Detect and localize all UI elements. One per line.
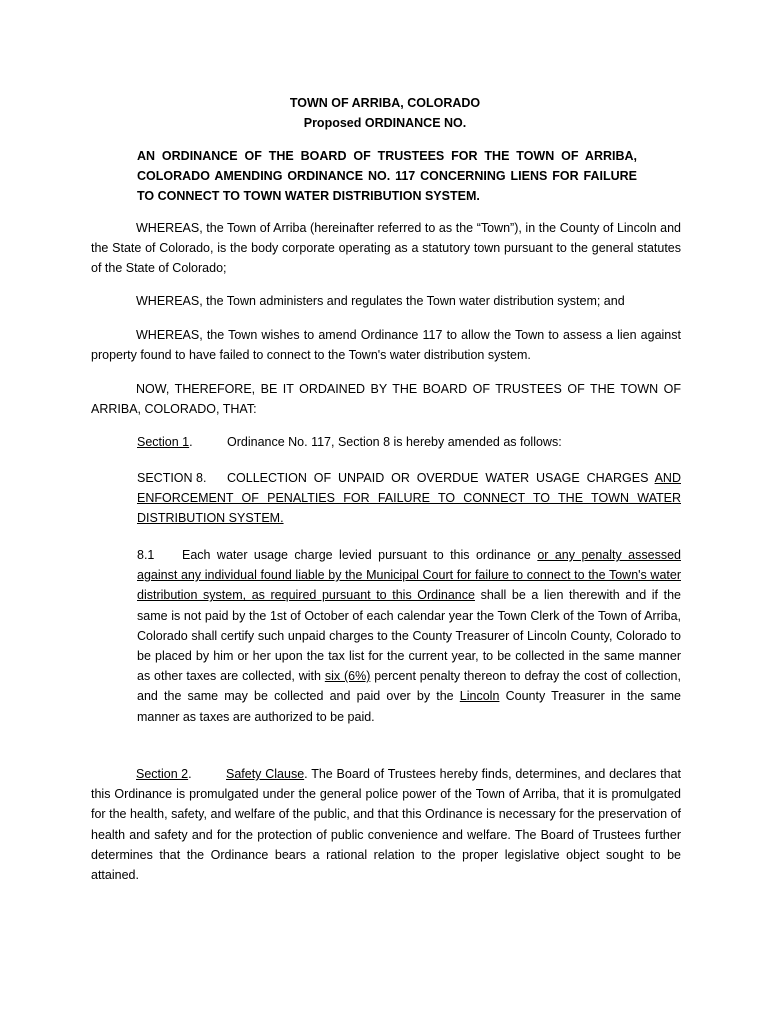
para-8-1-text-d: County Treasurer in the same manner as taxes are authorized to be paid. [137, 689, 681, 724]
paragraph-8-1-number: 8.1 [137, 548, 155, 562]
section-2-text: The Board of Trustees hereby finds, determines, and declares that this Ordinance is promulgated under the general police power of the Town of Arriba, that it is promulgated for the health, safety, and welfare of the public, and that this Ordinance is necessary for the preservation of health and safety and for the protection of public convenience and welfare. The Board of Trustees further determines that the Ordinance bears a rational relation to the proper legislative object sought to be attained. [91, 767, 682, 883]
whereas-paragraph-1 [91, 218, 681, 279]
section-2-heading-dot: . [304, 767, 308, 781]
section-2-label: Section 2 [136, 767, 189, 781]
para-8-1-added-b: six (6%) [324, 669, 371, 684]
section-2-dot: . [188, 767, 192, 781]
section-2-heading: Safety Clause [226, 767, 305, 781]
section-8-added-text: AND ENFORCEMENT OF PENALTIES FOR FAILURE TO CONNECT TO THE TOWN WATER DISTRIBUTION SYSTEM. [137, 471, 681, 526]
title-line-3: TO CONNECT TO TOWN WATER DISTRIBUTION SYSTEM. [137, 189, 480, 203]
para-8-1-added-a: or any penalty assessed against any individual found liable by the Municipal Court for failure to connect to the Town's water distribution system, as required pursuant to this Ordinance [137, 548, 681, 603]
whereas-3-text: WHEREAS, the Town wishes to amend Ordinance 117 to allow the Town to assess a lien against property found to have failed to connect to the Town's water distribution system. [91, 328, 681, 363]
section-8-text: COLLECTION OF UNPAID OR OVERDUE WATER USAGE CHARGES [227, 471, 649, 485]
document-header [0, 93, 770, 133]
para-8-1-text-b: shall be a lien therewith and if the same is not paid by the 1st of October of each calendar year the Town Clerk of the Town of Arriba, Colorado shall certify such unpaid charges to the County Treasurer of Lincoln County, Colorado to be placed by him or her upon the tax list for the current year, to be collected in the same manner as other taxes are collected, with [137, 588, 681, 684]
whereas-paragraph-3 [91, 325, 681, 365]
whereas-1-text: WHEREAS, the Town of Arriba (hereinafter referred to as the “Town”), in the County of Lincoln and the State of Colorado, is the body corporate operating as a statutory town pursuant to the general statutes of the State of Colorado; [91, 221, 681, 276]
section-8-label: SECTION 8. [137, 471, 207, 485]
paragraph-8-1 [137, 545, 681, 727]
section-8 [137, 468, 681, 529]
title-line-1: AN ORDINANCE OF THE BOARD OF TRUSTEES FOR THE TOWN OF ARRIBA, [137, 149, 637, 163]
header-town: TOWN OF ARRIBA, COLORADO [289, 96, 481, 110]
section-2 [91, 764, 681, 885]
para-8-1-text-c: percent penalty thereon to defray the cost of collection, and the same may be collected and paid over by the [137, 669, 681, 704]
section-1 [137, 432, 681, 452]
section-1-label: Section 1 [137, 435, 190, 449]
now-therefore-paragraph [91, 379, 681, 419]
para-8-1-text-a: Each water usage charge levied pursuant to this ordinance [182, 548, 531, 562]
section-1-dot: . [189, 435, 193, 449]
title-line-2: COLORADO AMENDING ORDINANCE NO. 117 CONCERNING LIENS FOR FAILURE [137, 169, 637, 183]
whereas-paragraph-2 [91, 291, 681, 311]
ordinance-title [137, 146, 637, 206]
section-1-text: Ordinance No. 117, Section 8 is hereby amended as follows: [227, 435, 562, 449]
now-therefore-text: NOW, THEREFORE, BE IT ORDAINED BY THE BOARD OF TRUSTEES OF THE TOWN OF ARRIBA, COLORADO, THAT: [91, 382, 681, 417]
header-ordinance-number: Proposed ORDINANCE NO. [303, 116, 467, 130]
para-8-1-added-c: Lincoln [459, 689, 500, 704]
whereas-2-text: WHEREAS, the Town administers and regulates the Town water distribution system; and [136, 294, 625, 308]
